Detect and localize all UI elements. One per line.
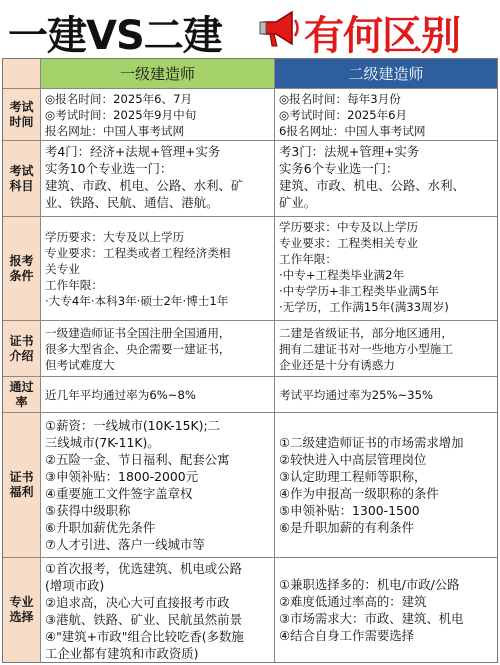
column-header-second: 二级建造师 <box>275 59 497 88</box>
text-line: ②追求高，决心大可直接报考市政 <box>45 595 230 610</box>
text-line: 二建是省级证书，部分地区通用， <box>279 325 453 340</box>
table-row <box>3 377 497 413</box>
text-line: ①兼职选择多的：机电/市政/公路 <box>279 577 460 592</box>
table-row <box>3 89 497 141</box>
text-line: 专业要求：工程类相关专业 <box>279 236 419 250</box>
row-label: 证书福利 <box>3 413 41 557</box>
text-line: 学历要求：大专及以上学历 <box>45 229 185 244</box>
first-cell <box>41 217 275 320</box>
text-line: 考3门：法规+管理+实务 <box>279 144 420 159</box>
text-line: ·中专学历+非工程类毕业满5年 <box>279 284 439 298</box>
table-row <box>3 141 497 217</box>
text-line: ③港航、铁路、矿业、民航虽然前景 <box>45 612 242 627</box>
first-cell <box>41 141 275 216</box>
table-row <box>3 321 497 377</box>
text-line: 工企业都有建筑和市政资质) <box>45 646 199 661</box>
row-label: 通过率 <box>3 377 41 412</box>
text-line: 企业还是十分有诱惑力 <box>279 357 395 372</box>
text-line: (增项市政) <box>45 578 105 593</box>
text-line: 考试平均通过率为25%~35% <box>279 387 434 402</box>
first-cell <box>41 89 275 140</box>
text-line: ①二级建造师证书的市场需求增加 <box>279 435 464 450</box>
first-cell <box>41 321 275 376</box>
table-row <box>3 413 497 558</box>
first-cell <box>41 377 275 412</box>
text-line: 考4门：经济+法规+管理+实务 <box>45 144 221 159</box>
text-line: 实务10个专业选一门： <box>45 161 173 176</box>
first-cell <box>41 558 275 662</box>
text-line: ③认定助理工程师等职称， <box>279 469 427 484</box>
text-line: ③市场需求大：市政、建筑、机电 <box>279 611 464 626</box>
text-line: ◎报名时间：每年3月份 <box>279 92 401 106</box>
text-line: ◎报名时间：2025年6、7月 <box>45 92 193 106</box>
first-cell <box>41 413 275 557</box>
text-line: ⑤申领补贴：1300-1500 <box>279 503 420 518</box>
text-line: ⑥是升职加薪的有利条件 <box>279 520 415 535</box>
row-label: 考试科目 <box>3 141 41 216</box>
comparison-table <box>2 58 498 663</box>
text-line: 近几年平均通过率为6%~8% <box>45 387 196 402</box>
text-line: ·无学历，工作满15年(满33周岁) <box>279 300 449 314</box>
text-line: 三线城市(7K-11K)。 <box>45 435 160 450</box>
text-line: 工作年限： <box>45 277 103 292</box>
second-cell <box>275 141 497 216</box>
second-cell <box>275 217 497 320</box>
text-line: 但考试难度大 <box>45 357 115 372</box>
text-line: ◎考试时间：2025年9月中旬 <box>45 108 197 122</box>
title-right: 有何区别 <box>304 13 460 59</box>
text-line: ④重要施工文件签字盖章权 <box>45 486 193 501</box>
text-line: ①薪资：一线城市(10K-15K);二 <box>45 418 221 433</box>
text-line: ①首次报考，优选建筑、机电或公路 <box>45 561 242 576</box>
text-line: ·中专+工程类毕业满2年 <box>279 268 405 282</box>
text-line: ⑥升职加薪优先条件 <box>45 520 156 535</box>
text-line: 拥有二建证书对一些地方小型施工 <box>279 341 453 356</box>
text-line: ④结合自身工作需要选择 <box>279 628 415 643</box>
header <box>0 0 500 57</box>
text-line: 矿业。 <box>279 195 317 210</box>
text-line: ②五险一金、节日福利、配套公寓 <box>45 452 230 467</box>
text-line: 6报名网址：中国人事考试网 <box>279 124 426 138</box>
text-line: ③申领补贴：1800-2000元 <box>45 469 198 484</box>
second-cell <box>275 321 497 376</box>
text-line: 工作年限： <box>279 252 337 266</box>
corner-cell <box>3 59 41 88</box>
text-line: ②较快进入中高层管理岗位 <box>279 452 427 467</box>
table-row <box>3 217 497 321</box>
megaphone-icon <box>258 8 302 50</box>
text-line: ◎考试时间：2025年6月 <box>279 108 408 122</box>
text-line: 报名网址：中国人事考试网 <box>45 124 185 138</box>
row-label: 证书介绍 <box>3 321 41 376</box>
text-line: 很多大型省企、央企需要一建证书， <box>45 341 231 356</box>
text-line: ②难度低通过率高的：建筑 <box>279 594 427 609</box>
second-cell <box>275 377 497 412</box>
second-cell <box>275 413 497 557</box>
column-header-first: 一级建造师 <box>41 59 275 88</box>
text-line: 一级建造师证书全国注册全国通用， <box>45 325 231 340</box>
text-line: 建筑、市政、机电、公路、水利、 <box>279 178 465 193</box>
text-line: ④"建筑+市政"组合比较吃香(多数施 <box>45 629 244 644</box>
text-line: 学历要求：中专及以上学历 <box>279 220 419 234</box>
second-cell <box>275 558 497 662</box>
text-line: 业、铁路、民航、通信、港航。 <box>45 195 219 210</box>
table-row <box>3 558 497 662</box>
text-line: 专业要求：工程类或者工程经济类相 <box>45 245 231 260</box>
text-line: ⑦人才引进、落户一线城市等 <box>45 537 205 552</box>
row-label: 专业选择 <box>3 558 41 662</box>
text-line: ⑤获得中级职称 <box>45 503 131 518</box>
text-line: 实务6个专业选一门： <box>279 161 399 176</box>
table-header-row <box>3 59 497 89</box>
title-left: 一建VS二建 <box>8 13 222 59</box>
second-cell <box>275 89 497 140</box>
text-line: 关专业 <box>45 261 80 276</box>
row-label: 考试时间 <box>3 89 41 140</box>
text-line: ·大专4年·本科3年·硕士2年·博士1年 <box>45 293 229 308</box>
text-line: 建筑、市政、机电、公路、水利、矿 <box>45 178 244 193</box>
text-line: ④作为申报高一级职称的条件 <box>279 486 439 501</box>
row-label: 报考条件 <box>3 217 41 320</box>
